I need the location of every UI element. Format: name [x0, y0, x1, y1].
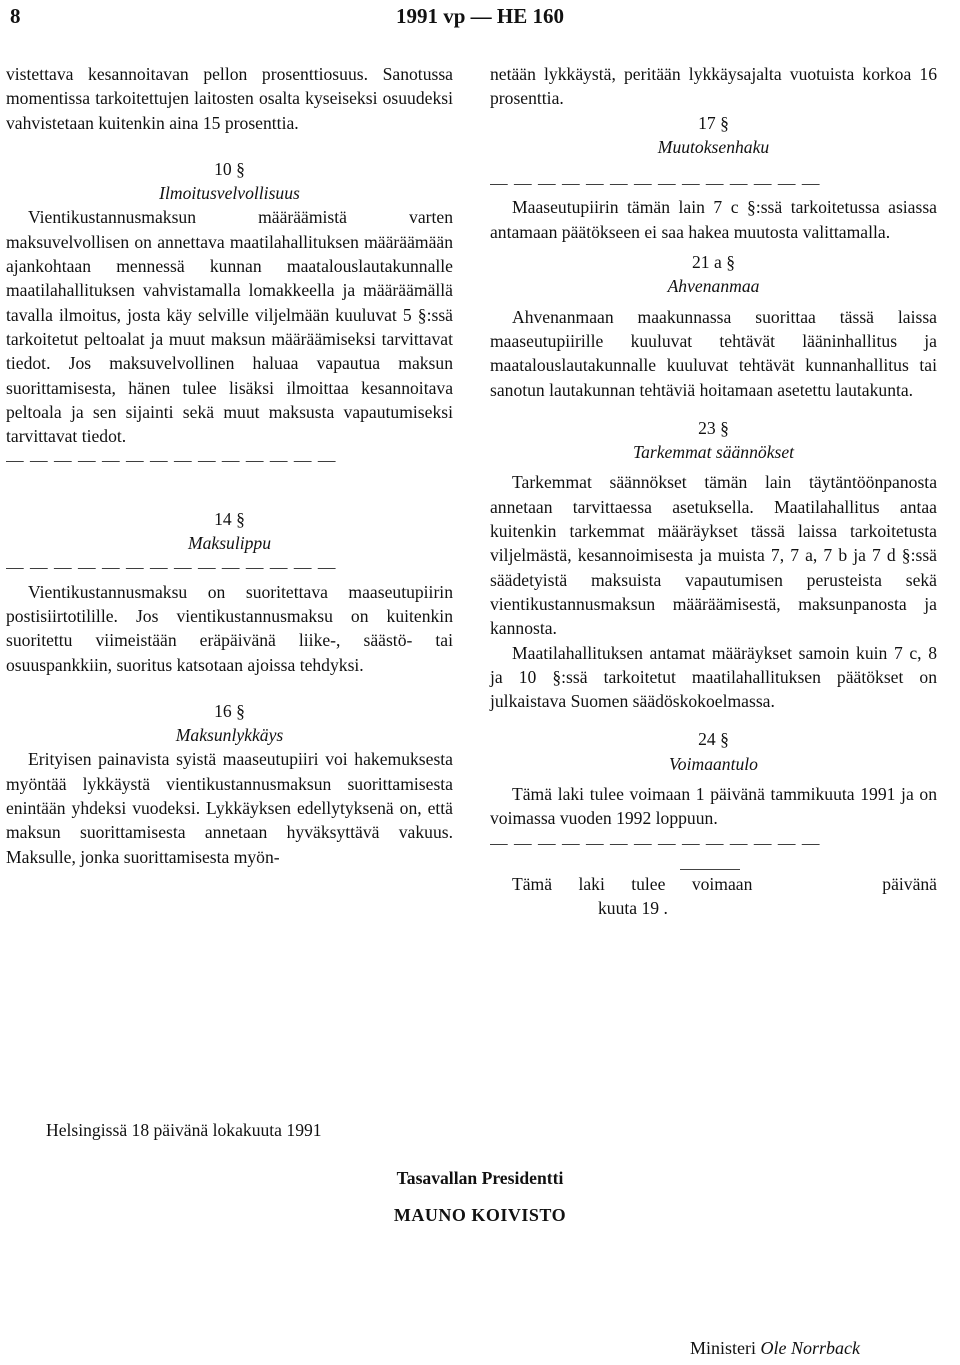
section-10-number: 10 § — [214, 158, 245, 179]
section-24-title: Voimaantulo — [669, 753, 758, 774]
section-17-number: 17 § — [698, 112, 729, 133]
president-title: Tasavallan Presidentti — [396, 1168, 564, 1188]
section-10-text: Vientikustannusmaksun määräämistä varten maksuvelvollisen on annettava maatilahallituksen määräämään ajankohtaan mennessä kunnan maatalouslautakunnalle maatilahallituksen vahvistamalla lomakkeella ja määräämällä tavalla ilmoitus, josta käy selville viljelmään kuuluvat 5 §:ssä tarkoitetut peltoalat ja muut maksun määräämiseksi tarvittavat tiedot. Jos maksuvelvollinen haluaa vapautua maksun suorittamisesta, hänen tulee lisäksi ilmoittaa kesannoitava peltoala ja sen sijainti sekä muut maksusta vapautumiseksi tarvittavat tiedot. — [6, 207, 453, 447]
section-21a-text: Ahvenanmaan maakunnassa suorittaa tässä laissa maaseutupiirille kuuluvat tehtävät lääninhallitus ja maatalouslautakunnalle kuuluvat tehtävät kunnanhallitus tai sanotun lautakunnan tehtäviä hoitamaan asetettu lautakunta. — [490, 306, 937, 400]
section-23-title: Tarkemmat säännökset — [632, 442, 795, 463]
section-23-text-1: Tarkemmat säännökset tämän lain täytäntöönpanosta annetaan tarvittaessa asetuksella. Maatilahallitus antaa kuitenkin tarkemmat määräykset tässä laissa tarkoitetusta viljelmästä, kesannoimisesta ja muista 7, 7 a, 7 b ja 7 d §:ssä säädetyistä maksuista vapautumisen perusteista sekä vientikustannusmaksun määräämisestä, maksunpanosta ja kannosta. — [490, 472, 937, 639]
section-16-text: Erityisen painavista syistä maaseutupiiri voi hakemuksesta myöntää lykkäystä vientikustannusmaksun suorittamisesta enintään yhdeksi vuodeksi. Lykkäyksen edellytyksenä on, että maksun suorittamisesta annetaan hyväksyttävä vakuus. Maksulle, jonka suorittamisesta myön- — [6, 749, 453, 867]
omission-dashes: — — — — — — — — — — — — — — — [6, 450, 337, 471]
continued-paragraph: netään lykkäystä, peritään lykkäysajalta vuotuista korkoa 16 prosenttia. — [490, 64, 937, 109]
section-14-text: Vientikustannusmaksu on suoritettava maaseutupiirin postisiirtotilille. Jos vientikustannusmaksu on kuitenkin suoritettu viimeistään eräpäivänä liike-, säästö- tai osuuspankkiin, suoritus katsotaan ajoissa tehdyksi. — [6, 581, 453, 675]
separator-rule — [680, 869, 740, 870]
entry-text-day: päivänä — [882, 873, 937, 894]
omission-dashes: — — — — — — — — — — — — — — — [6, 557, 337, 578]
entry-text-month: kuuta 19 . — [598, 898, 668, 919]
section-10-title: Ilmoitusvelvollisuus — [159, 183, 300, 204]
entry-text: Tämä laki tulee voimaan — [512, 873, 753, 894]
minister-name: Ole Norrback — [760, 1338, 860, 1358]
minister-label: Ministeri — [690, 1338, 756, 1358]
section-16-number: 16 § — [214, 700, 245, 721]
section-23-text-2: Maatilahallituksen antamat määräykset samoin kuin 7 c, 8 ja 10 §:ssä tarkoitetut maatilahallituksen päätökset on julkaistava Suomen säädöskokoelmassa. — [490, 642, 937, 712]
continued-paragraph: vistettava kesannoitavan pellon prosenttiosuus. Sanotussa momentissa tarkoitettujen laitosten osalta kyseiseksi osuudeksi vahvistetaan kuitenkin aina 15 prosenttia. — [6, 64, 453, 133]
left-column — [6, 62, 453, 869]
section-21a-title: Ahvenanmaa — [667, 276, 760, 297]
section-24-text: Tämä laki tulee voimaan 1 päivänä tammikuuta 1991 ja on voimassa vuoden 1992 loppuun. — [490, 784, 937, 829]
section-16-title: Maksunlykkäys — [175, 725, 284, 746]
right-column — [490, 62, 937, 921]
section-21a-number: 21 a § — [692, 252, 735, 273]
section-17-text: Maaseutupiirin tämän lain 7 c §:ssä tarkoitetussa asiassa antamaan päätökseen ei saa hakea muutosta valittamalla. — [490, 197, 937, 242]
section-24-number: 24 § — [698, 729, 729, 750]
running-head: 1991 vp — HE 160 — [395, 4, 565, 28]
section-23-number: 23 § — [698, 417, 729, 438]
section-14-title: Maksulippu — [187, 533, 272, 554]
section-14-number: 14 § — [214, 508, 245, 529]
entry-into-force-blank — [490, 872, 937, 896]
omission-dashes: — — — — — — — — — — — — — — — [490, 832, 821, 853]
minister-signature — [690, 1338, 860, 1359]
section-17-title: Muutoksenhaku — [657, 136, 770, 157]
page-number: 8 — [10, 4, 21, 28]
place-and-date: Helsingissä 18 päivänä lokakuuta 1991 — [46, 1120, 322, 1140]
president-name: MAUNO KOIVISTO — [393, 1205, 567, 1225]
omission-dashes: — — — — — — — — — — — — — — — [490, 173, 821, 194]
